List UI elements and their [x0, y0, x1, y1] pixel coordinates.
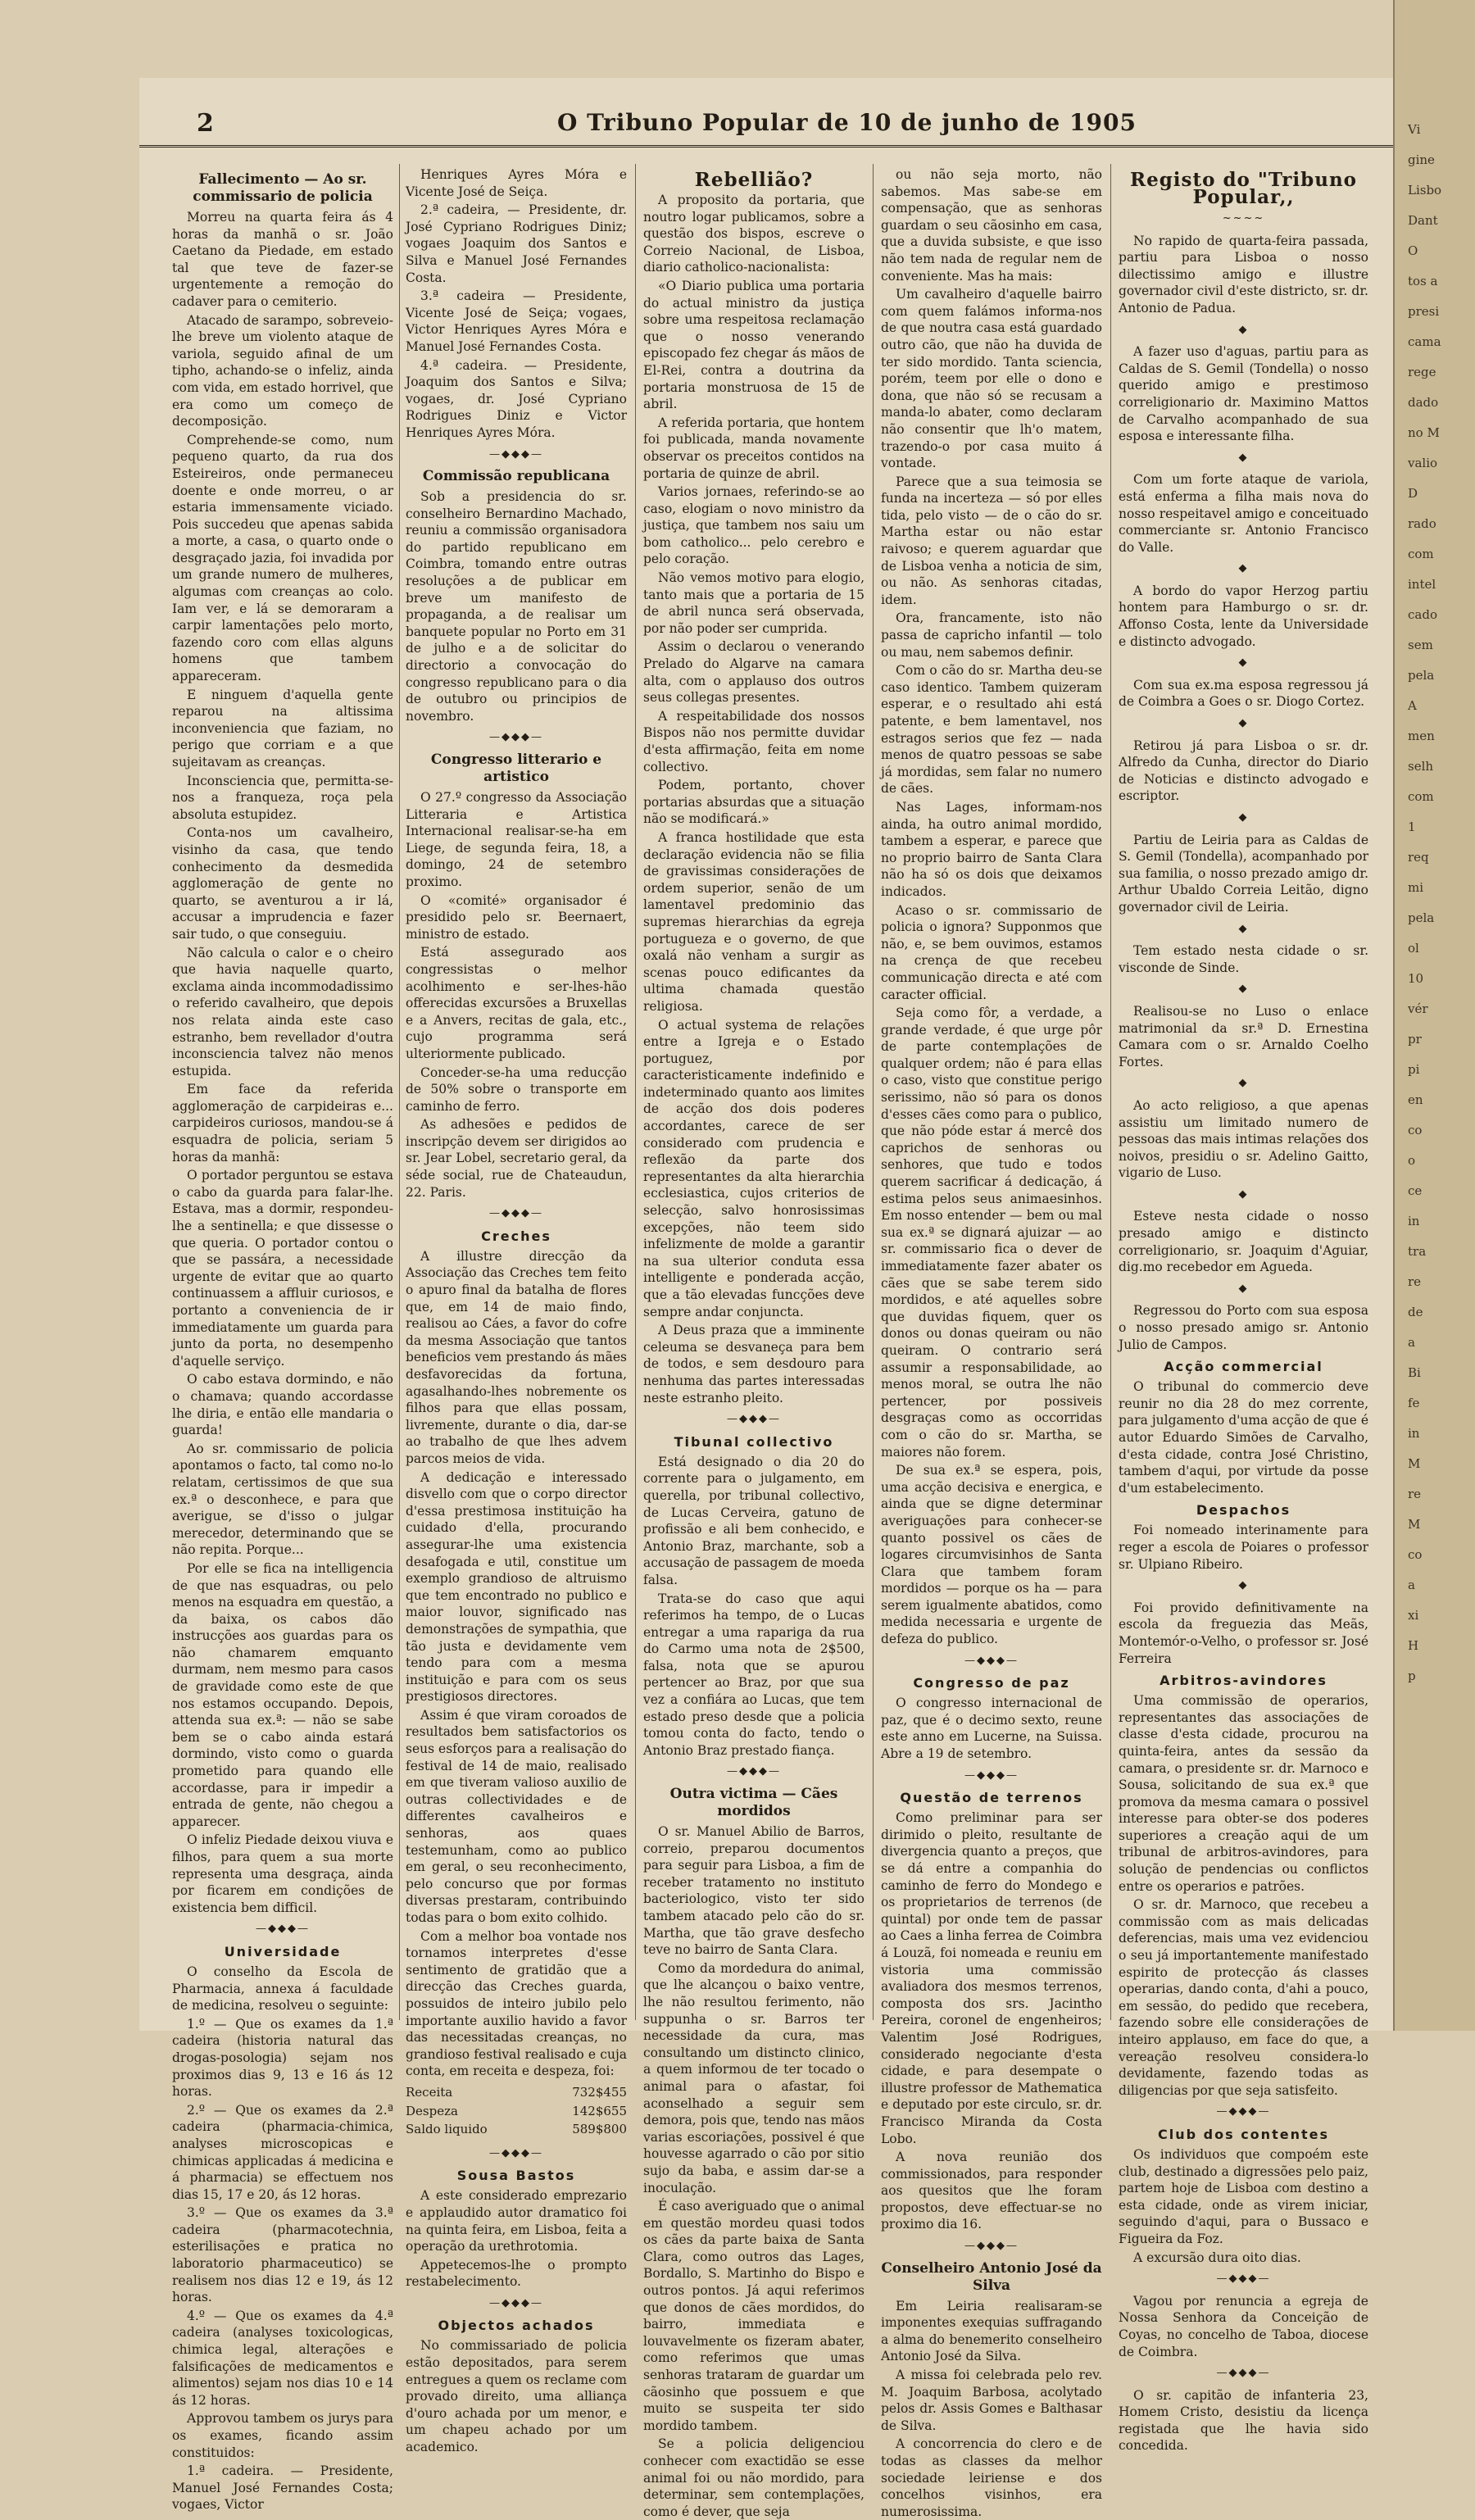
separator: ◆ — [1238, 717, 1249, 730]
headline-universidade: Universidade — [224, 1943, 342, 1959]
text-fragment: no M — [1408, 425, 1440, 440]
next-page-text-fragments — [1408, 115, 1468, 1691]
ledger-label: Saldo liquido — [406, 2122, 488, 2137]
paragraph: No rapido de quarta-feira passada, partiu para Lisboa o nosso dilectissimo amigo e illustre governador civil d'este districto, sr. dr. Antonio de Padua. — [1119, 233, 1368, 316]
paragraph: Foi provido definitivamente na escola da freguezia das Meãs, Montemór-o-Velho, o professor sr. José Ferreira — [1119, 1600, 1368, 1666]
paragraph: Com um forte ataque de variola, está enferma a filha mais nova do nosso respeitavel amigo e conceituado commerciante sr. Antonio Francisco do Valle. — [1119, 472, 1368, 555]
paragraph: A nova reunião dos commissionados, para responder aos quesitos que lhe foram propostos, deve effectuar-se no proximo dia 16. — [881, 2150, 1102, 2232]
separator: —◆◆◆— — [256, 1923, 310, 1936]
paragraph: Conta-nos um cavalheiro, visinho da casa, que tendo conhecimento da desmedida agglomeração de gente no quarto, se aventurou a ir lá, accusar a imprudencia e fazer sair tudo, o que conseguiu. — [172, 825, 393, 942]
paragraph: Acaso o sr. commissario de policia o ignora? Supponmos que não, e, se bem ouvimos, estamos na crença de que recebeu communicação directa e até com caracter official. — [881, 902, 1102, 1002]
headline-despachos: Despachos — [1196, 1502, 1291, 1519]
text-fragment: 10 — [1408, 971, 1424, 986]
paragraph: Sob a presidencia do sr. conselheiro Bernardino Machado, reuniu a commissão organisadora do partido republicano em Coimbra, tomando entre outras resoluções a de publicar em breve um manifesto de propaganda, a de realisar um banquete popular no Porto em 31 de julho e a de solicitar do directorio a convocação do congresso republicano para o dia de outubro ou principios de novembro. — [406, 489, 627, 724]
paragraph: Em face da referida agglomeração de carpideiras e... carpideiros curiosos, mandou-se á esquadra de policia, seriam 5 horas da manhã: — [172, 1082, 393, 1165]
separator: ◆ — [1238, 1579, 1249, 1592]
paragraph: A missa foi celebrada pelo rev. M. Joaquim Barbosa, acolytado pelos dr. Assis Gomes e Balthasar de Silva. — [881, 2368, 1102, 2433]
headline-congresso-de-paz: Congresso de paz — [913, 1675, 1070, 1691]
paragraph: Um cavalheiro d'aquelle bairro com quem falámos informa-nos de que noutra casa está guardado outro cão, que não ha duvida de ter sido mordido. Tanta sciencia, porém, teem por elle o dono e dona, que não só se recusam a manda-lo abater, como declaram não consentir que lh'o matem, trazendo-o por casa muito á vontade. — [881, 287, 1102, 471]
text-fragment: gine — [1408, 152, 1435, 167]
column-rule — [1110, 164, 1111, 2020]
paragraph: Inconsciencia que, permitta-se-nos a franqueza, roça pela absoluta estupidez. — [172, 773, 393, 822]
separator: ◆ — [1238, 811, 1249, 824]
text-fragment: xi — [1408, 1608, 1419, 1623]
paragraph: A referida portaria, que hontem foi publicada, manda novamente observar os preceitos contidos na portaria de quinze de abril. — [643, 415, 865, 481]
column-rule — [873, 164, 874, 2020]
paragraph: ou não seja morto, não sabemos. Mas sabe-se em compensação, que as senhoras guardam o seu cãosinho em casa, que a duvida subsiste, e que isso não tem nada de regular nem de conveniente. Mas ha mais: — [881, 167, 1102, 284]
paragraph: Foi nomeado interinamente para reger a escola de Poiares o professor sr. Ulpiano Ribeiro. — [1119, 1523, 1368, 1572]
paragraph: O congresso internacional de paz, que é o decimo sexto, reune este anno em Lucerne, na Suissa. Abre a 19 de setembro. — [881, 1696, 1102, 1762]
separator: —◆◆◆— — [489, 2146, 543, 2159]
separator: ◆ — [1238, 562, 1249, 575]
article-egreja-coyas — [1119, 2293, 1368, 2360]
paragraph: A excursão dura oito dias. — [1133, 2250, 1301, 2265]
separator: ◆ — [1238, 983, 1249, 996]
headline-rebelliao: Rebellião? — [694, 169, 814, 191]
text-fragment: fe — [1408, 1396, 1420, 1410]
paragraph: Podem, portanto, chover portarias absurdas que a situação não se modificará.» — [643, 778, 865, 827]
ledger-label: Receita — [406, 2084, 453, 2100]
column-3 — [643, 166, 865, 2519]
paragraph: O conselho da Escola de Pharmacia, annexa á faculdade de medicina, resolveu o seguinte: — [172, 1964, 393, 2014]
paragraph: A fazer uso d'aguas, partiu para as Caldas de S. Gemil (Tondella) o nosso querido amigo e prestimoso correligionario dr. Maximino Mattos de Carvalho acompanhado de sua esposa e interessante filha. — [1119, 344, 1368, 444]
paragraph: Uma commissão de operarios, representantes das associações de classe d'esta cidade, procurou na quinta-feira, antes da sessão da camara, o presidente sr. dr. Marnoco e Sousa, solicitando de sua ex.ª que promova da mesma camara o possivel interesse para obter-se dos poderes superiores a creação aqui de um tribunal de arbitros-avindores, para solução de pendencias ou conflictos entre os operarios e patrões. — [1119, 1693, 1368, 1894]
separator: —◆◆◆— — [489, 1207, 543, 1220]
article-congresso-de-paz — [881, 1695, 1102, 1762]
paragraph: Por elle se fica na intelligencia de que nas esquadras, ou pelo menos na esquadra em questão, a da baixa, os cabos dão instrucções aos guardas para os não chamarem emquanto durmam, nem mesmo para casos de gravidade como este de que nos estamos occupando. Depois, attenda sua ex.ª: — não se sabe bem se o cabo ainda estará dormindo, visto como o guarda prometido para quando elle accordasse, para ir impedir a entrada de gente, não chegou a apparecer. — [172, 1560, 393, 1829]
separator: —◆◆◆— — [1216, 2273, 1271, 2286]
paragraph: Partiu de Leiria para as Caldas de S. Gemil (Tondella), acompanhado por sua familia, o nosso prezado amigo dr. Arthur Ubaldo Correia Leitão, digno governador civil de Leiria. — [1119, 832, 1368, 915]
paragraph: Ao sr. commissario de policia apontamos o facto, tal como no-lo relatam, certissimos de que sua ex.ª o desconhece, e para que averigue, se d'isso o julgar merecedor, determinando que se não repita. Porque... — [172, 1441, 393, 1558]
paragraph: A concorrencia do clero e de todas as classes da melhor sociedade leiriense e dos concelhos visinhos, era numerosissima. — [881, 2436, 1102, 2519]
article-universidade-cont — [406, 166, 627, 442]
paragraph: A proposito da portaria, que noutro logar publicamos, sobre a questão dos bispos, escreve o Correio Nacional, de Lisboa, diario catholico-nacionalista: — [643, 193, 865, 275]
ledger-value: 142$655 — [572, 2103, 627, 2118]
separator: —◆◆◆— — [489, 731, 543, 744]
paragraph: O tribunal do commercio deve reunir no dia 28 do mez corrente, para julgamento d'uma acção de que é autor Eduardo Simões de Carvalho, d'esta cidade, contra José Christino, tambem d'aqui, por virtude da posse d'um estabelecimento. — [1119, 1379, 1368, 1496]
paragraph: Ao acto religioso, a que apenas assistiu um limitado numero de pessoas das mais intimas relações dos noivos, presidiu o sr. Adelino Gaitto, vigario de Luso. — [1119, 1097, 1368, 1181]
separator: ◆ — [1238, 1077, 1249, 1090]
paragraph: A este considerado emprezario e applaudido autor dramatico foi na quinta feira, em Lisboa, feita a operação da urethrotomia. — [406, 2188, 627, 2254]
paragraph: As adhesões e pedidos de inscripção devem ser dirigidos ao sr. Jear Lobel, secretario geral, da séde social, rue de Chateaudun, 22. Paris. — [406, 1117, 627, 1200]
headline-outra-victima: Outra victima — Cães mordidos — [669, 1786, 838, 1820]
paragraph: Não calcula o calor e o cheiro que havia naquelle quarto, exclama ainda incommodadissimo o referido cavalheiro, que depois nos relata ainda este caso estranho, bem revellador d'outra inconsciencia talvez não menos estupida. — [172, 945, 393, 1078]
text-fragment: pi — [1408, 1062, 1420, 1077]
article-sousa-bastos — [406, 2187, 627, 2291]
article-arbitros-avindores — [1119, 1692, 1368, 2099]
paragraph: Se a policia deligenciou conhecer com exactidão se esse animal foi ou não mordido, para determinar, sem contemplações, como é dever, que seja — [643, 2436, 865, 2519]
column-rule — [399, 164, 400, 2020]
text-fragment: vér — [1408, 1001, 1428, 1016]
paragraph: Não vemos motivo para elogio, tanto mais que a portaria de 15 de abril nunca será observada, por não poder ser cumprida. — [643, 570, 865, 636]
paragraph: Vagou por renuncia a egreja de Nossa Senhora da Conceição de Coyas, no concelho de Taboa, diocese de Coimbra. — [1119, 2293, 1368, 2359]
column-2 — [406, 166, 627, 2455]
separator: ◆ — [1238, 1187, 1249, 1201]
article-congresso-litterario — [406, 789, 627, 1201]
paragraph: 4.º — Que os exames da 4.ª cadeira (analyses toxicologicas, chimica legal, alterações e falsificações de medicamentos e alimentos) sejam nos dias 10 e 14 ás 12 horas. — [172, 2308, 393, 2408]
separator: —◆◆◆— — [1216, 2105, 1271, 2118]
creches-accounts-table — [406, 2083, 627, 2139]
text-fragment: re — [1408, 1487, 1422, 1501]
paragraph: No commissariado de policia estão depositados, para serem entregues a quem os reclame com provado direito, uma alliança d'ouro achada por um menor, e um chapeu achado por um academico. — [406, 2338, 627, 2455]
separator: ◆ — [1238, 1282, 1249, 1295]
paragraph: O actual systema de relações entre a Igreja e o Estado portuguez, por caracteristicamente indefinido e indeterminado quanto aos limites de acção dos dois poderes accordantes, carece de ser considerado com prudencia e reflexão da parte dos representantes da alta hierarchia ecclesiastica, cujos criterios de selecção, salvo honrosissimas excepções, não teem sido infelizmente de molde a garantir na sua ulterior conduta essa intelligente e ponderada acção, que a tão elevadas funcções deve sempre andar conjuncta. — [643, 1017, 865, 1319]
ledger-value: 589$800 — [572, 2122, 627, 2137]
article-commissao-republicana — [406, 488, 627, 724]
text-fragment: ol — [1408, 941, 1419, 956]
text-fragment: in — [1408, 1426, 1420, 1441]
text-fragment: D — [1408, 486, 1418, 501]
paragraph: Conceder-se-ha uma reducção de 50% sobre o transporte em caminho de ferro. — [406, 1065, 627, 1114]
paragraph: E ninguem d'aquella gente reparou na altissima inconveniencia que faziam, no perigo que corriam e a que sujeitavam as creanças. — [172, 687, 393, 770]
paragraph: Está designado o dia 20 do corrente para o julgamento, em querella, por tribunal collectivo, de Lucas Cerveira, gatuno de profissão e ali bem conhecido, e Antonio Braz, marchante, sob a accusação de passagem de moeda falsa. — [643, 1454, 865, 1587]
paragraph: Em Leiria realisaram-se imponentes exequias suffragando a alma do benemerito conselheiro Antonio José da Silva. — [881, 2298, 1102, 2364]
text-fragment: en — [1408, 1092, 1423, 1107]
text-fragment: co — [1408, 1123, 1423, 1137]
paragraph: O infeliz Piedade deixou viuva e filhos, para quem a sua morte representa uma desgraça, ainda por ficarem em condições de existencia bem difficil. — [172, 1832, 393, 1915]
article-registo — [1119, 233, 1368, 1354]
column-1 — [172, 166, 393, 2513]
paragraph: O sr. Manuel Abilio de Barros, correio, preparou documentos para seguir para Lisboa, a fim de receber tratamento no instituto bacteriologico, visto ter sido tambem atacado pelo cão do sr. Martha, que tão grave desfecho teve no bairro de Santa Clara. — [643, 1824, 865, 1958]
headline-commissao-republicana: Commissão republicana — [422, 468, 610, 485]
paragraph: 3.º — Que os exames da 3.ª cadeira (pharmacotechnia, esterilisações e pratica no laboratorio pharmaceutico) se realisem nos dias 12 e 19, ás 12 horas. — [172, 2205, 393, 2305]
newspaper-page — [139, 78, 1422, 2519]
article-outra-victima-cont — [881, 166, 1102, 1648]
article-creches — [406, 1248, 627, 2080]
article-accao-commercial — [1119, 1378, 1368, 1496]
text-fragment: cama — [1408, 334, 1441, 349]
article-fallecimento — [172, 209, 393, 1916]
separator: —◆◆◆— — [727, 1765, 781, 1778]
paragraph: O sr. dr. Marnoco, que recebeu a commissão com as mais delicadas deferencias, mais uma vez evidenciou o seu já importantemente manifestado espirito de protecção ás classes operarias, dando conta, d'ahi a pouco, em sessão, do pedido que recebera, fazendo sobre elle considerações de inteiro applauso, em face do que, a vereação resolveu considera-lo devidamente, fazendo todas as diligencias por que seja satisfeito. — [1119, 1897, 1368, 2098]
headline-creches: Creches — [481, 1228, 551, 1244]
text-fragment: ce — [1408, 1183, 1423, 1198]
text-fragment: req — [1408, 850, 1429, 865]
text-fragment: M — [1408, 1517, 1421, 1532]
paragraph: 4.ª cadeira. — Presidente, Joaquim dos Santos e Silva; vogaes, dr. José Cypriano Rodrigues Diniz e Victor Henriques Ayres Móra. — [406, 357, 627, 440]
text-fragment: co — [1408, 1547, 1423, 1562]
paragraph: O sr. capitão de infanteria 23, Homem Cristo, desistiu da licença registada que lhe havia sido concedida. — [1119, 2387, 1368, 2454]
text-fragment: 1 — [1408, 820, 1416, 834]
separator: —◆◆◆— — [964, 1769, 1019, 1782]
headline-conselheiro-antonio-jose: Conselheiro Antonio José da Silva — [881, 2259, 1102, 2294]
paragraph: Comprehende-se como, num pequeno quarto, da rua dos Esteireiros, onde permaneceu doente e onde morreu, o ar estaria immensamente viciado. Pois succedeu que apenas sabida a morte, a casa, o quarto onde o desgraçado jazia, foi invadida por um grande numero de mulheres, algumas com creanças ao colo. Iam ver, e lá se demoraram a carpir lamentações pelo morto, fazendo coro com ellas alguns homens que tambem appareceram. — [172, 432, 393, 684]
column-4 — [881, 166, 1102, 2519]
paragraph: A dedicação e interessado disvello com que o corpo director d'essa prestimosa instituição ha cuidado d'ella, procurando assegurar-lhe uma existencia desafogada e util, constitue um exemplo grandioso de altruismo que tem encontrado no publico e maior louvor, significado nas demonstrações de sympathia, que tão justa e devidamente vem tendo para com a mesma instituição e para com os seus prestigiosos directores. — [406, 1469, 627, 1705]
text-fragment: in — [1408, 1214, 1420, 1228]
paragraph: O cabo estava dormindo, e não o chamava; quando accordasse lhe diria, e então elle mandaria o guarda! — [172, 1372, 393, 1438]
article-rebelliao — [643, 192, 865, 1406]
paragraph: De sua ex.ª se espera, pois, uma acção decisiva e energica, e ainda que se digne determinar averiguações para conhecer-se quanto possivel os cães de logares circumvisinhos de Santa Clara que tambem foram mordidos — porque os ha — para serem igualmente abatidos, como medida necessaria e urgente de defeza do publico. — [881, 1463, 1102, 1647]
headline-questao-de-terrenos: Questão de terrenos — [900, 1790, 1083, 1806]
separator: ~~~~ — [1222, 212, 1265, 225]
masthead — [139, 104, 1393, 148]
paragraph: O 27.º congresso da Associação Litteraria e Artistica Internacional realisar-se-ha em Liege, de segunda feira, 18, a domingo, 24 de setembro proximo. — [406, 790, 627, 889]
separator: ◆ — [1238, 451, 1249, 464]
paragraph: Atacado de sarampo, sobreveio-lhe breve um violento ataque de variola, seguido afinal de um tipho, achando-se o infeliz, ainda com vida, em estado horrivel, que era como um começo de decomposição. — [172, 312, 393, 429]
text-fragment: o — [1408, 1153, 1416, 1168]
text-fragment: sem — [1408, 638, 1433, 652]
text-fragment: Lisbo — [1408, 183, 1442, 198]
separator: ◆ — [1238, 656, 1249, 670]
article-objectos-achados — [406, 2337, 627, 2455]
ledger-row — [406, 2102, 627, 2121]
text-fragment: re — [1408, 1274, 1422, 1289]
article-tribunal-collectivo — [643, 1454, 865, 1759]
paragraph: 3.ª cadeira — Presidente, Vicente José de Seiça; vogaes, Victor Henriques Ayres Móra e Manuel José Fernandes Costa. — [406, 288, 627, 354]
ledger-label: Despeza — [406, 2103, 458, 2118]
headline-registo: Registo do "Tribuno Popular,, — [1129, 169, 1358, 208]
headline-arbitros-avindores: Arbitros-avindores — [1160, 1673, 1328, 1689]
paragraph: 1.ª cadeira. — Presidente, Manuel José Fernandes Costa; vogaes, Victor — [172, 2463, 393, 2513]
article-capitao-infanteria — [1119, 2387, 1368, 2454]
paragraph: Esteve nesta cidade o nosso presado amigo e distincto correligionario, sr. Joaquim d'Aguiar, dig.mo recebedor em Agueda. — [1119, 1209, 1368, 1275]
paragraph: Assim é que viram coroados de resultados bem satisfactorios os seus esforços para a realisação do festival de 14 de maio, realisado em que tiveram valioso auxilio de outras collectividades e de differentes cavalheiros e senhoras, aos quaes testemunham, como ao publico em geral, o seu reconhecimento, pelo concurso que por formas diversas prestaram, contribuindo todas para o bom exito colhido. — [406, 1707, 627, 1925]
text-fragment: com — [1408, 789, 1434, 804]
headline-accao-commercial: Acção commercial — [1164, 1359, 1323, 1375]
paragraph: Os individuos que compoém este club, destinado a digressões pelo paiz, partem hoje de Lisboa com destino a esta cidade, onde as virem iniciar, seguindo d'aqui, para o Bussaco e Figueira da Foz. — [1119, 2146, 1368, 2246]
paragraph: Está assegurado aos congressistas o melhor acolhimento e ser-lhes-hão offerecidas excursões a Bruxellas e a Anvers, recitas de gala, etc., cujo programma será ulteriormente publicado. — [406, 945, 627, 1061]
paragraph: Realisou-se no Luso o enlace matrimonial da sr.ª D. Ernestina Camara com o sr. Arnaldo Coelho Fortes. — [1119, 1003, 1368, 1069]
headline-congresso-litterario: Congresso litterario e artistico — [430, 751, 602, 785]
article-universidade — [172, 1964, 393, 2513]
paragraph: Retirou já para Lisboa o sr. dr. Alfredo da Cunha, director do Diario de Noticias e distincto advogado e escriptor. — [1119, 738, 1368, 804]
next-page-edge — [1393, 0, 1475, 2031]
masthead-title: O Tribuno Popular de 10 de junho de 1905 — [557, 109, 1137, 136]
paragraph: Assim o declarou o venerando Prelado do Algarve na camara alta, com o applauso dos outros seus collegas presentes. — [643, 639, 865, 706]
text-fragment: presi — [1408, 304, 1440, 319]
paragraph: Ora, francamente, isto não passa de capricho infantil — tolo ou mau, nem sabemos definir. — [881, 611, 1102, 660]
text-fragment: Vi — [1408, 122, 1421, 137]
separator: ◆ — [1238, 922, 1249, 935]
paragraph: A respeitabilidade dos nossos Bispos não nos permitte duvidar d'esta affirmação, feita em nome collectivo. — [643, 708, 865, 774]
separator: —◆◆◆— — [489, 2296, 543, 2309]
ledger-row — [406, 2083, 627, 2102]
text-fragment: cado — [1408, 607, 1437, 622]
separator: —◆◆◆— — [727, 1413, 781, 1426]
paragraph: Parece que a sua teimosia se funda na incerteza — só por elles tida, pelo visto — de o cão do sr. Martha estar ou não estar raivoso; e querem aguardar que de Lisboa venha a noticia de sim, ou não. As senhoras citadas, idem. — [881, 474, 1102, 607]
text-fragment: selh — [1408, 759, 1434, 774]
paragraph: Com a melhor boa vontade nos tornamos interpretes d'esse sentimento de gratidão que a direcção das Creches guarda, possuidos de inteiro jubilo pelo importante auxilio havido a favor das necessitadas creanças, no grandioso festival realisado e cuja conta, em receita e despeza, foi: — [406, 1928, 627, 2079]
separator: —◆◆◆— — [489, 447, 543, 461]
paragraph: Morreu na quarta feira ás 4 horas da manhã o sr. João Caetano da Piedade, em estado tal que teve de fazer-se urgentemente a remoção do cadaver para o cemiterio. — [172, 210, 393, 309]
text-fragment: men — [1408, 729, 1435, 743]
paragraph: Regressou do Porto com sua esposa o nosso presado amigo sr. Antonio Julio de Campos. — [1119, 1303, 1368, 1352]
paragraph: 2.ª cadeira, — Presidente, dr. José Cypriano Rodrigues Diniz; vogaes Joaquim dos Santos e Silva e Manuel José Fernandes Costa. — [406, 202, 627, 285]
paragraph: O «comité» organisador é presidido pelo sr. Beernaert, ministro de estado. — [406, 892, 627, 942]
text-fragment: pela — [1408, 910, 1435, 925]
paragraph: Nas Lages, informam-nos ainda, ha outro animal mordido, tambem a esperar, e parece que no proprio bairro de Santa Clara não ha só os dois que deixamos indicados. — [881, 799, 1102, 899]
article-questao-de-terrenos — [881, 1809, 1102, 2233]
ledger-row — [406, 2120, 627, 2139]
text-fragment: tra — [1408, 1244, 1427, 1259]
separator: —◆◆◆— — [1216, 2367, 1271, 2380]
article-despachos — [1119, 1522, 1368, 1667]
paragraph: Como preliminar para ser dirimido o pleito, resultante de divergencia quanto a preços, que se dá entre a companhia do caminho de ferro do Mondego e os proprietarios de terrenos (de quintal) por onde tem de passar ao Caes a linha ferrea de Coimbra á Louzã, foi nomeada e reuniu em vistoria uma commissão avaliadora dos mesmos terrenos, composta dos srs. Jacintho Pereira, coronel de engenheiros; Valentim José Rodrigues, considerado negociante d'esta cidade, e para desempate o illustre professor de Mathematica e deputado por este circulo, sr. dr. Francisco Miranda da Costa Lobo. — [881, 1810, 1102, 2146]
ledger-value: 732$455 — [572, 2084, 627, 2100]
paragraph: Com o cão do sr. Martha deu-se caso identico. Tambem quizeram esperar, e o resultado ahi está patente, e bem lamentavel, nos estragos serios que fez — nada menos de quatro pessoas se sabe já mordidas, sem falar no numero de cães. — [881, 663, 1102, 797]
headline-objectos-achados: Objectos achados — [438, 2318, 595, 2334]
separator: ◆ — [1238, 323, 1249, 336]
paragraph: Seja como fôr, a verdade, a grande verdade, é que urge pôr de parte contemplações de qualquer ordem; não é para ellas o caso, visto que constitue perigo serissimo, não só para os donos d'esses cães como para o publico, que não póde estar á mercê dos caprichos de senhoras ou senhores, que tudo e todos querem sacrificar á dedicação, á estima pelos seus animaesinhos. Em nosso entender — bem ou mal sua ex.ª se dignará ajuizar — ao sr. commissario fica o dever de immediatamente fazer abater os cães que se sabe terem sido mordidos, e até aquelles sobre que duvidas fiquem, quer os donos ou donas queiram ou não queiram. O contrario será assumir a responsabilidade, ao menos moral, se outra lhe não pertencer, por possiveis desgraças como as occorridas com o cão do sr. Martha, se maiores não forem. — [881, 1006, 1102, 1460]
column-5 — [1119, 166, 1368, 2454]
text-fragment: H — [1408, 1638, 1419, 1653]
text-fragment: Dant — [1408, 213, 1438, 228]
paragraph: É caso averiguado que o animal em questão mordeu quasi todos os cães da parte baixa de Santa Clara, como outros das Lages, Bordallo, S. Martinho do Bispo e outros pontos. Já aqui referimos que donos de cães mordidos, do bairro, immediata e louvavelmente os fizeram abater, como referimos que umas senhoras trataram de guardar um cãosinho que possuem e que muito se suspeita ter sido mordido tambem. — [643, 2199, 865, 2433]
text-fragment: intel — [1408, 577, 1436, 592]
text-fragment: valio — [1408, 456, 1438, 470]
headline-tribunal-collectivo: Tibunal collectivo — [674, 1433, 834, 1450]
text-fragment: rege — [1408, 365, 1436, 379]
paragraph: A bordo do vapor Herzog partiu hontem para Hamburgo o sr. dr. Affonso Costa, lente da Universidade e distincto advogado. — [1119, 583, 1368, 649]
article-outra-victima — [643, 1823, 865, 2520]
text-fragment: a — [1408, 1335, 1415, 1350]
text-fragment: rado — [1408, 516, 1436, 531]
paragraph: Com sua ex.ma esposa regressou já de Coimbra a Goes o sr. Diogo Cortez. — [1119, 677, 1368, 710]
text-fragment: de — [1408, 1305, 1423, 1319]
headline-club-dos-contentes: Club dos contentes — [1158, 2126, 1329, 2142]
text-fragment: a — [1408, 1578, 1415, 1592]
text-fragment: com — [1408, 547, 1434, 561]
page-number: 2 — [197, 109, 214, 138]
paragraph: O portador perguntou se estava o cabo da guarda para falar-lhe. Estava, mas a dormir, respondeu-lhe a sentinella; e que dissesse o que queria. O portador contou o que se passára, a necessidade urgente de evitar que ao quarto continuassem a affluir curiosos, e portanto a conveniencia de ir immediatamente um guarda para junto da porta, no desempenho d'aquelle serviço. — [172, 1168, 393, 1369]
text-fragment: O — [1408, 243, 1418, 258]
text-fragment: dado — [1408, 395, 1439, 410]
text-fragment: A — [1408, 698, 1417, 713]
separator: —◆◆◆— — [964, 1654, 1019, 1667]
paragraph: Como da mordedura do animal, que lhe alcançou o baixo ventre, lhe não resultou ferimento, não suppunha o sr. Barros ter necessidade da cura, mas consultando um distincto clinico, a quem informou de ter tocado o animal para o afastar, foi aconselhado a seguir sem demora, pois que, tendo nas mãos varias escoriações, possivel é que houvesse agarrado o cão por sitio sujo da baba, e assim dar-se a inoculação. — [643, 1960, 865, 2195]
paragraph: Tem estado nesta cidade o sr. visconde de Sinde. — [1119, 943, 1368, 975]
paragraph: 2.º — Que os exames da 2.ª cadeira (pharmacia-chimica, analyses microscopicas e chimicas applicadas á medicina e á pharmacia) se effectuem nos dias 15, 17 e 20, ás 12 horas. — [172, 2102, 393, 2202]
paragraph: Approvou tambem os jurys para os exames, ficando assim constituidos: — [172, 2411, 393, 2460]
text-fragment: pela — [1408, 668, 1435, 683]
text-fragment: mi — [1408, 880, 1424, 895]
text-fragment: pr — [1408, 1032, 1422, 1047]
text-fragment: tos a — [1408, 274, 1438, 288]
paragraph: Trata-se do caso que aqui referimos ha tempo, de o Lucas entregar a uma rapariga da rua do Carmo uma nota de 2$500, falsa, nota que se apurou pertencer ao Braz, por que sua vez a confiára ao Lucas, que tem estado preso desde que a policia tomou conta do facto, tendo o Antonio Braz prestado fiança. — [643, 1591, 865, 1758]
separator: —◆◆◆— — [964, 2240, 1019, 2253]
paragraph: Varios jornaes, referindo-se ao caso, elogiam o novo ministro da justiça, que tambem nos saiu um bom catholico... pelo cerebro e pelo coração. — [643, 484, 865, 567]
article-club-dos-contentes — [1119, 2146, 1368, 2266]
text-fragment: Bi — [1408, 1365, 1421, 1380]
paragraph: 1.º — Que os exames da 1.ª cadeira (historia natural das drogas-posologia) sejam nos proximos dias 9, 13 e 16 ás 12 horas. — [172, 2016, 393, 2100]
column-rule — [635, 164, 636, 2020]
paragraph: A Deus praza que a imminente celeuma se desvaneça para bem de todos, e sem desdouro para nenhuma das partes interessadas neste estranho pleito. — [643, 1323, 865, 1405]
paragraph: Appetecemos-lhe o prompto restabelecimento. — [406, 2257, 627, 2290]
paragraph: A illustre direcção da Associação das Creches tem feito o apuro final da batalha de flores que, em 14 de maio findo, realisou ao Cáes, a favor do cofre da mesma Associação que tantos beneficios vem prestando ás mães desfavorecidas da fortuna, agasalhando-lhes nobremente os filhos para que ellas possam, livremente, durante o dia, dar-se ao trabalho de que lhes advem parcos meios de vida. — [406, 1248, 627, 1466]
paragraph: A franca hostilidade que esta declaração evidencia não se filia de gravissimas considerações de ordem superior, senão de um lamentavel predominio das supremas hierarchias da egreja portugueza e o governo, de que oxalá não venham a surgir as scenas pouco edificantes da ultima chamada questão religiosa. — [643, 829, 865, 1014]
article-conselheiro-antonio-jose — [881, 2298, 1102, 2520]
text-fragment: M — [1408, 1456, 1421, 1471]
paragraph: Henriques Ayres Móra e Vicente José de Seiça. — [406, 167, 627, 199]
paragraph: «O Diario publica uma portaria do actual ministro da justiça sobre uma respeitosa reclamação que o nosso venerando episcopado fez chegar ás mãos de El-Rei, contra a doutrina da portaria monstruosa de 15 de abril. — [643, 278, 865, 412]
text-fragment: p — [1408, 1669, 1416, 1683]
headline-sousa-bastos: Sousa Bastos — [456, 2168, 576, 2184]
headline-fallecimento: Fallecimento — Ao sr. commissario de policia — [193, 171, 373, 205]
